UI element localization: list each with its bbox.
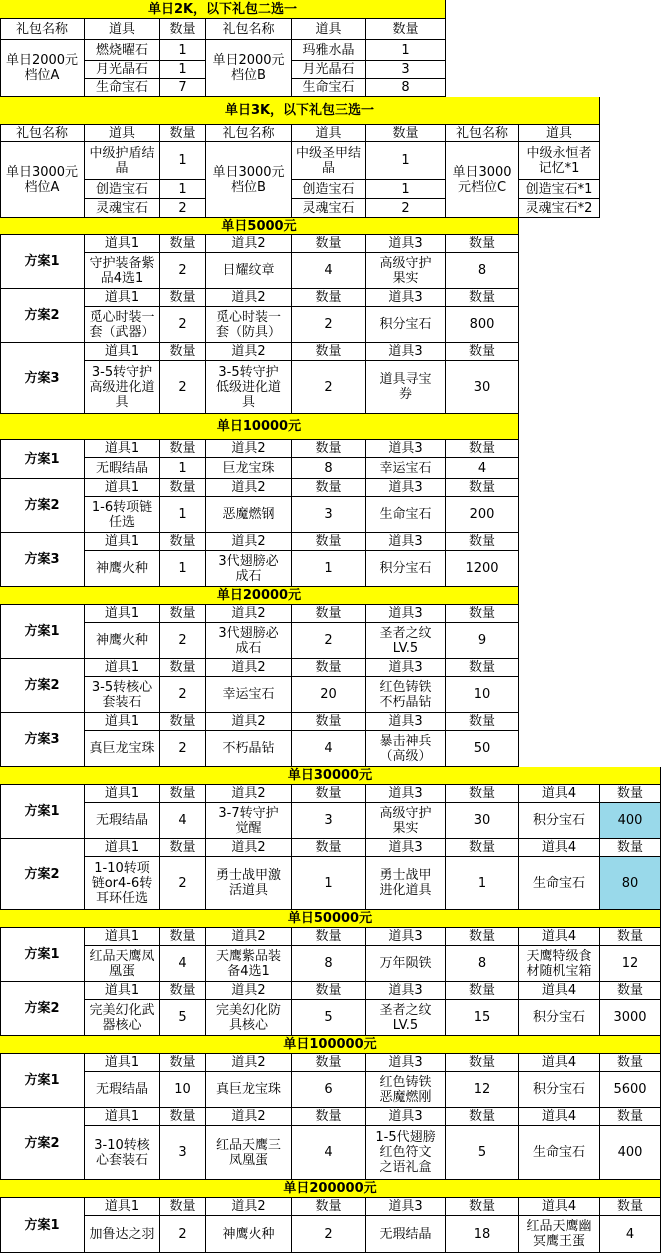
plan-label-cell[interactable]: 方案3: [0, 713, 85, 767]
item-cell[interactable]: 完美幻化防 具核心: [206, 1000, 292, 1036]
item-cell[interactable]: 3代翅膀必 成石: [206, 623, 292, 659]
package-name-cell[interactable]: 单日3000元 档位A: [0, 142, 85, 218]
plan-label-cell[interactable]: 方案2: [0, 289, 85, 343]
header-cell[interactable]: 数量: [446, 289, 519, 307]
header-cell[interactable]: 道具4: [519, 1108, 600, 1126]
qty-cell[interactable]: 7: [160, 79, 206, 97]
item-cell[interactable]: 3-10转核 心套装石: [85, 1126, 160, 1180]
plan-label-cell[interactable]: 方案1: [0, 785, 85, 839]
item-cell[interactable]: 无瑕结晶: [85, 1072, 160, 1108]
qty-cell[interactable]: 10: [446, 677, 519, 713]
item-cell[interactable]: 3-5转核心 套装石: [85, 677, 160, 713]
header-cell[interactable]: 道具3: [366, 982, 446, 1000]
item-cell[interactable]: 觅心时装一 套（武器）: [85, 307, 160, 343]
package-name-cell[interactable]: 单日3000 元档位C: [446, 142, 519, 218]
header-cell[interactable]: 数量: [600, 839, 661, 857]
package-name-cell[interactable]: 单日3000元 档位B: [206, 142, 292, 218]
item-cell[interactable]: 创造宝石: [85, 180, 160, 199]
header-cell[interactable]: 道具1: [85, 343, 160, 361]
header-cell[interactable]: 数量: [446, 343, 519, 361]
qty-cell[interactable]: 2: [292, 1216, 366, 1253]
header-cell[interactable]: 道具3: [366, 1198, 446, 1216]
header-cell[interactable]: 数量: [600, 1198, 661, 1216]
header-cell[interactable]: 数量: [446, 785, 519, 803]
qty-cell[interactable]: 1: [366, 180, 446, 199]
qty-cell[interactable]: 1: [160, 180, 206, 199]
header-cell[interactable]: 数量: [292, 479, 366, 497]
item-cell[interactable]: 灵魂宝石: [85, 199, 160, 218]
header-cell[interactable]: 数量: [160, 125, 206, 142]
header-cell[interactable]: 数量: [446, 1108, 519, 1126]
qty-cell[interactable]: 20: [292, 677, 366, 713]
item-cell[interactable]: 不朽晶钻: [206, 731, 292, 767]
plan-label-cell[interactable]: 方案2: [0, 659, 85, 713]
header-cell[interactable]: 道具3: [366, 1054, 446, 1072]
header-cell[interactable]: 数量: [160, 659, 206, 677]
item-cell[interactable]: 红品天鹰凤 凰蛋: [85, 946, 160, 982]
item-cell[interactable]: 无瑕结晶: [366, 1216, 446, 1253]
header-cell[interactable]: 数量: [292, 785, 366, 803]
item-cell[interactable]: 幸运宝石: [366, 458, 446, 479]
header-cell[interactable]: 道具3: [366, 289, 446, 307]
header-cell[interactable]: 数量: [160, 479, 206, 497]
item-cell[interactable]: 红品天鹰三 凤凰蛋: [206, 1126, 292, 1180]
qty-cell[interactable]: 5: [446, 1126, 519, 1180]
item-cell[interactable]: 高级守护 果实: [366, 803, 446, 839]
header-cell[interactable]: 数量: [292, 982, 366, 1000]
item-cell[interactable]: 积分宝石: [366, 307, 446, 343]
header-cell[interactable]: 数量: [446, 440, 519, 458]
qty-cell[interactable]: 4: [292, 731, 366, 767]
item-cell[interactable]: 恶魔燃钢: [206, 497, 292, 533]
header-cell[interactable]: 数量: [446, 713, 519, 731]
header-cell[interactable]: 数量: [446, 1198, 519, 1216]
item-cell[interactable]: 日耀纹章: [206, 253, 292, 289]
header-cell[interactable]: 道具1: [85, 982, 160, 1000]
item-cell[interactable]: 灵魂宝石*2: [519, 199, 600, 218]
header-cell[interactable]: 数量: [160, 1198, 206, 1216]
header-cell[interactable]: 数量: [366, 125, 446, 142]
item-cell[interactable]: 加鲁达之羽: [85, 1216, 160, 1253]
header-cell[interactable]: 数量: [292, 659, 366, 677]
package-name-cell[interactable]: 单日2000元 档位B: [206, 40, 292, 97]
header-cell[interactable]: 数量: [160, 235, 206, 253]
header-cell[interactable]: 数量: [446, 928, 519, 946]
section-title-s200000[interactable]: 单日200000元: [0, 1180, 661, 1198]
header-cell[interactable]: 数量: [292, 605, 366, 623]
qty-cell[interactable]: 2: [366, 199, 446, 218]
item-cell[interactable]: 3代翅膀必 成石: [206, 551, 292, 587]
qty-cell[interactable]: 2: [292, 623, 366, 659]
qty-cell[interactable]: 200: [446, 497, 519, 533]
header-cell[interactable]: 道具1: [85, 479, 160, 497]
qty-cell[interactable]: 9: [446, 623, 519, 659]
item-cell[interactable]: 月光晶石: [85, 61, 160, 79]
qty-cell[interactable]: 1: [366, 142, 446, 180]
header-cell[interactable]: 道具1: [85, 1198, 160, 1216]
header-cell[interactable]: 数量: [292, 839, 366, 857]
header-cell[interactable]: 数量: [160, 19, 206, 40]
item-cell[interactable]: 红色铸铁 不朽晶钻: [366, 677, 446, 713]
section-title-2k[interactable]: 单日2K，以下礼包二选一: [0, 0, 446, 19]
header-cell[interactable]: 数量: [160, 982, 206, 1000]
header-cell[interactable]: 道具2: [206, 289, 292, 307]
qty-cell[interactable]: 50: [446, 731, 519, 767]
header-cell[interactable]: 道具1: [85, 659, 160, 677]
header-cell[interactable]: 道具1: [85, 928, 160, 946]
header-cell[interactable]: 道具: [85, 125, 160, 142]
header-cell[interactable]: 礼包名称: [0, 19, 85, 40]
qty-cell[interactable]: 1: [160, 61, 206, 79]
item-cell[interactable]: 中级护盾结 晶: [85, 142, 160, 180]
header-cell[interactable]: 数量: [292, 440, 366, 458]
qty-cell[interactable]: 2: [160, 253, 206, 289]
plan-label-cell[interactable]: 方案3: [0, 533, 85, 587]
qty-cell[interactable]: 1: [160, 458, 206, 479]
header-cell[interactable]: 数量: [160, 785, 206, 803]
header-cell[interactable]: 道具4: [519, 839, 600, 857]
header-cell[interactable]: 道具3: [366, 440, 446, 458]
item-cell[interactable]: 积分宝石: [366, 551, 446, 587]
header-cell[interactable]: 道具3: [366, 605, 446, 623]
header-cell[interactable]: 道具: [292, 19, 366, 40]
qty-cell[interactable]: 2: [160, 1216, 206, 1253]
header-cell[interactable]: 数量: [292, 1054, 366, 1072]
qty-cell[interactable]: 6: [292, 1072, 366, 1108]
header-cell[interactable]: 数量: [292, 713, 366, 731]
qty-cell[interactable]: 80: [600, 857, 661, 910]
qty-cell[interactable]: 4: [446, 458, 519, 479]
item-cell[interactable]: 道具寻宝 券: [366, 361, 446, 414]
item-cell[interactable]: 3-7转守护 觉醒: [206, 803, 292, 839]
header-cell[interactable]: 道具2: [206, 1054, 292, 1072]
item-cell[interactable]: 天鹰紫品装 备4选1: [206, 946, 292, 982]
plan-label-cell[interactable]: 方案3: [0, 343, 85, 414]
item-cell[interactable]: 创造宝石*1: [519, 180, 600, 199]
header-cell[interactable]: 数量: [446, 479, 519, 497]
header-cell[interactable]: 道具1: [85, 1054, 160, 1072]
qty-cell[interactable]: 1: [160, 142, 206, 180]
header-cell[interactable]: 礼包名称: [206, 19, 292, 40]
qty-cell[interactable]: 400: [600, 803, 661, 839]
header-cell[interactable]: 数量: [600, 1108, 661, 1126]
item-cell[interactable]: 勇士战甲激 活道具: [206, 857, 292, 910]
qty-cell[interactable]: 5: [160, 1000, 206, 1036]
header-cell[interactable]: 道具2: [206, 1108, 292, 1126]
qty-cell[interactable]: 1: [160, 551, 206, 587]
header-cell[interactable]: 数量: [160, 440, 206, 458]
plan-label-cell[interactable]: 方案1: [0, 605, 85, 659]
section-title-s30000[interactable]: 单日30000元: [0, 767, 661, 785]
header-cell[interactable]: 道具4: [519, 785, 600, 803]
qty-cell[interactable]: 8: [292, 458, 366, 479]
header-cell[interactable]: 道具1: [85, 1108, 160, 1126]
qty-cell[interactable]: 10: [160, 1072, 206, 1108]
header-cell[interactable]: 道具2: [206, 605, 292, 623]
item-cell[interactable]: 圣者之纹 LV.5: [366, 1000, 446, 1036]
header-cell[interactable]: 道具3: [366, 343, 446, 361]
item-cell[interactable]: 中级圣甲结 晶: [292, 142, 366, 180]
qty-cell[interactable]: 2: [160, 677, 206, 713]
item-cell[interactable]: 月光晶石: [292, 61, 366, 79]
header-cell[interactable]: 数量: [160, 343, 206, 361]
header-cell[interactable]: 道具1: [85, 235, 160, 253]
qty-cell[interactable]: 1: [292, 857, 366, 910]
item-cell[interactable]: 燃烧曜石: [85, 40, 160, 61]
item-cell[interactable]: 完美幻化武 器核心: [85, 1000, 160, 1036]
header-cell[interactable]: 道具1: [85, 785, 160, 803]
section-title-s100000[interactable]: 单日100000元: [0, 1036, 661, 1054]
header-cell[interactable]: 数量: [446, 659, 519, 677]
item-cell[interactable]: 3-5转守护 高级进化道 具: [85, 361, 160, 414]
header-cell[interactable]: 数量: [446, 533, 519, 551]
plan-label-cell[interactable]: 方案2: [0, 1108, 85, 1180]
qty-cell[interactable]: 8: [366, 79, 446, 97]
qty-cell[interactable]: 18: [446, 1216, 519, 1253]
qty-cell[interactable]: 8: [446, 946, 519, 982]
header-cell[interactable]: 道具2: [206, 343, 292, 361]
header-cell[interactable]: 道具4: [519, 928, 600, 946]
header-cell[interactable]: 数量: [292, 289, 366, 307]
plan-label-cell[interactable]: 方案1: [0, 1054, 85, 1108]
item-cell[interactable]: 暴击神兵 （高级）: [366, 731, 446, 767]
qty-cell[interactable]: 12: [446, 1072, 519, 1108]
header-cell[interactable]: 礼包名称: [206, 125, 292, 142]
qty-cell[interactable]: 800: [446, 307, 519, 343]
plan-label-cell[interactable]: 方案1: [0, 440, 85, 479]
qty-cell[interactable]: 2: [160, 857, 206, 910]
header-cell[interactable]: 道具: [292, 125, 366, 142]
header-cell[interactable]: 数量: [366, 19, 446, 40]
header-cell[interactable]: 道具2: [206, 982, 292, 1000]
item-cell[interactable]: 真巨龙宝珠: [206, 1072, 292, 1108]
header-cell[interactable]: 道具2: [206, 928, 292, 946]
header-cell[interactable]: 道具1: [85, 713, 160, 731]
item-cell[interactable]: 觅心时装一 套（防具）: [206, 307, 292, 343]
item-cell[interactable]: 1-10转项 链or4-6转 耳环任选: [85, 857, 160, 910]
qty-cell[interactable]: 1: [160, 40, 206, 61]
section-title-s10000[interactable]: 单日10000元: [0, 414, 519, 440]
header-cell[interactable]: 道具1: [85, 289, 160, 307]
header-cell[interactable]: 数量: [600, 1054, 661, 1072]
header-cell[interactable]: 数量: [160, 289, 206, 307]
qty-cell[interactable]: 3: [366, 61, 446, 79]
qty-cell[interactable]: 5: [292, 1000, 366, 1036]
header-cell[interactable]: 数量: [292, 533, 366, 551]
item-cell[interactable]: 3-5转守护 低级进化道 具: [206, 361, 292, 414]
plan-label-cell[interactable]: 方案2: [0, 839, 85, 910]
header-cell[interactable]: 数量: [600, 928, 661, 946]
item-cell[interactable]: 神鹰火种: [206, 1216, 292, 1253]
header-cell[interactable]: 数量: [292, 343, 366, 361]
header-cell[interactable]: 道具4: [519, 1054, 600, 1072]
qty-cell[interactable]: 2: [160, 307, 206, 343]
qty-cell[interactable]: 3: [292, 803, 366, 839]
item-cell[interactable]: 灵魂宝石: [292, 199, 366, 218]
qty-cell[interactable]: 4: [160, 803, 206, 839]
qty-cell[interactable]: 4: [160, 946, 206, 982]
header-cell[interactable]: 道具2: [206, 533, 292, 551]
qty-cell[interactable]: 4: [292, 253, 366, 289]
qty-cell[interactable]: 1: [366, 40, 446, 61]
qty-cell[interactable]: 4: [292, 1126, 366, 1180]
item-cell[interactable]: 守护装备紫 品4选1: [85, 253, 160, 289]
header-cell[interactable]: 数量: [292, 235, 366, 253]
plan-label-cell[interactable]: 方案1: [0, 235, 85, 289]
qty-cell[interactable]: 8: [292, 946, 366, 982]
item-cell[interactable]: 积分宝石: [519, 1072, 600, 1108]
header-cell[interactable]: 道具3: [366, 1108, 446, 1126]
header-cell[interactable]: 道具4: [519, 1198, 600, 1216]
header-cell[interactable]: 道具1: [85, 605, 160, 623]
qty-cell[interactable]: 4: [600, 1216, 661, 1253]
header-cell[interactable]: 数量: [160, 605, 206, 623]
item-cell[interactable]: 神鹰火种: [85, 551, 160, 587]
item-cell[interactable]: 生命宝石: [519, 1126, 600, 1180]
item-cell[interactable]: 1-6转项链 任选: [85, 497, 160, 533]
header-cell[interactable]: 道具2: [206, 235, 292, 253]
header-cell[interactable]: 数量: [600, 982, 661, 1000]
header-cell[interactable]: 数量: [446, 605, 519, 623]
item-cell[interactable]: 创造宝石: [292, 180, 366, 199]
item-cell[interactable]: 1-5代翅膀 红色符文 之语礼盒: [366, 1126, 446, 1180]
header-cell[interactable]: 数量: [446, 982, 519, 1000]
header-cell[interactable]: 道具3: [366, 235, 446, 253]
header-cell[interactable]: 道具3: [366, 928, 446, 946]
item-cell[interactable]: 生命宝石: [366, 497, 446, 533]
section-title-s20000[interactable]: 单日20000元: [0, 587, 519, 605]
header-cell[interactable]: 道具: [85, 19, 160, 40]
header-cell[interactable]: 道具3: [366, 659, 446, 677]
item-cell[interactable]: 万年陨铁: [366, 946, 446, 982]
plan-label-cell[interactable]: 方案2: [0, 479, 85, 533]
header-cell[interactable]: 道具4: [519, 982, 600, 1000]
header-cell[interactable]: 道具2: [206, 440, 292, 458]
qty-cell[interactable]: 2: [292, 361, 366, 414]
header-cell[interactable]: 道具3: [366, 839, 446, 857]
header-cell[interactable]: 数量: [446, 839, 519, 857]
item-cell[interactable]: 中级永恒者 记忆*1: [519, 142, 600, 180]
item-cell[interactable]: 真巨龙宝珠: [85, 731, 160, 767]
item-cell[interactable]: 红品天鹰幽 冥鹰王蛋: [519, 1216, 600, 1253]
item-cell[interactable]: 天鹰特级食 材随机宝箱: [519, 946, 600, 982]
item-cell[interactable]: 生命宝石: [292, 79, 366, 97]
header-cell[interactable]: 道具2: [206, 785, 292, 803]
qty-cell[interactable]: 2: [160, 199, 206, 218]
item-cell[interactable]: 玛雅水晶: [292, 40, 366, 61]
section-title-s5000[interactable]: 单日5000元: [0, 218, 519, 235]
qty-cell[interactable]: 30: [446, 361, 519, 414]
plan-label-cell[interactable]: 方案1: [0, 928, 85, 982]
qty-cell[interactable]: 2: [160, 731, 206, 767]
header-cell[interactable]: 礼包名称: [446, 125, 519, 142]
qty-cell[interactable]: 8: [446, 253, 519, 289]
header-cell[interactable]: 礼包名称: [0, 125, 85, 142]
plan-label-cell[interactable]: 方案2: [0, 982, 85, 1036]
header-cell[interactable]: 数量: [160, 839, 206, 857]
qty-cell[interactable]: 3000: [600, 1000, 661, 1036]
item-cell[interactable]: 红色铸铁 恶魔燃刚: [366, 1072, 446, 1108]
qty-cell[interactable]: 2: [160, 361, 206, 414]
qty-cell[interactable]: 400: [600, 1126, 661, 1180]
item-cell[interactable]: 积分宝石: [519, 803, 600, 839]
header-cell[interactable]: 数量: [160, 533, 206, 551]
header-cell[interactable]: 道具2: [206, 839, 292, 857]
section-title-3k[interactable]: 单日3K，以下礼包三选一: [0, 97, 600, 125]
qty-cell[interactable]: 3: [292, 497, 366, 533]
header-cell[interactable]: 数量: [160, 713, 206, 731]
header-cell[interactable]: 道具3: [366, 533, 446, 551]
header-cell[interactable]: 数量: [600, 785, 661, 803]
header-cell[interactable]: 道具1: [85, 440, 160, 458]
qty-cell[interactable]: 3: [160, 1126, 206, 1180]
qty-cell[interactable]: 5600: [600, 1072, 661, 1108]
qty-cell[interactable]: 1200: [446, 551, 519, 587]
qty-cell[interactable]: 2: [292, 307, 366, 343]
item-cell[interactable]: 幸运宝石: [206, 677, 292, 713]
item-cell[interactable]: 巨龙宝珠: [206, 458, 292, 479]
plan-label-cell[interactable]: 方案1: [0, 1198, 85, 1253]
header-cell[interactable]: 道具1: [85, 533, 160, 551]
header-cell[interactable]: 道具3: [366, 479, 446, 497]
header-cell[interactable]: 道具2: [206, 479, 292, 497]
header-cell[interactable]: 道具2: [206, 1198, 292, 1216]
header-cell[interactable]: 道具2: [206, 659, 292, 677]
item-cell[interactable]: 神鹰火种: [85, 623, 160, 659]
header-cell[interactable]: 数量: [292, 928, 366, 946]
header-cell[interactable]: 道具3: [366, 713, 446, 731]
section-title-s50000[interactable]: 单日50000元: [0, 910, 661, 928]
header-cell[interactable]: 数量: [160, 928, 206, 946]
header-cell[interactable]: 数量: [446, 1054, 519, 1072]
item-cell[interactable]: 积分宝石: [519, 1000, 600, 1036]
qty-cell[interactable]: 1: [160, 497, 206, 533]
item-cell[interactable]: 圣者之纹 LV.5: [366, 623, 446, 659]
header-cell[interactable]: 数量: [292, 1108, 366, 1126]
item-cell[interactable]: 生命宝石: [85, 79, 160, 97]
header-cell[interactable]: 道具1: [85, 839, 160, 857]
header-cell[interactable]: 数量: [292, 1198, 366, 1216]
header-cell[interactable]: 道具3: [366, 785, 446, 803]
header-cell[interactable]: 数量: [160, 1054, 206, 1072]
item-cell[interactable]: 无瑕结晶: [85, 803, 160, 839]
header-cell[interactable]: 道具: [519, 125, 600, 142]
qty-cell[interactable]: 12: [600, 946, 661, 982]
qty-cell[interactable]: 15: [446, 1000, 519, 1036]
item-cell[interactable]: 无暇结晶: [85, 458, 160, 479]
qty-cell[interactable]: 30: [446, 803, 519, 839]
qty-cell[interactable]: 1: [446, 857, 519, 910]
header-cell[interactable]: 数量: [160, 1108, 206, 1126]
item-cell[interactable]: 勇士战甲 进化道具: [366, 857, 446, 910]
qty-cell[interactable]: 1: [292, 551, 366, 587]
item-cell[interactable]: 高级守护 果实: [366, 253, 446, 289]
header-cell[interactable]: 数量: [446, 235, 519, 253]
qty-cell[interactable]: 2: [160, 623, 206, 659]
package-name-cell[interactable]: 单日2000元 档位A: [0, 40, 85, 97]
header-cell[interactable]: 道具2: [206, 713, 292, 731]
item-cell[interactable]: 生命宝石: [519, 857, 600, 910]
